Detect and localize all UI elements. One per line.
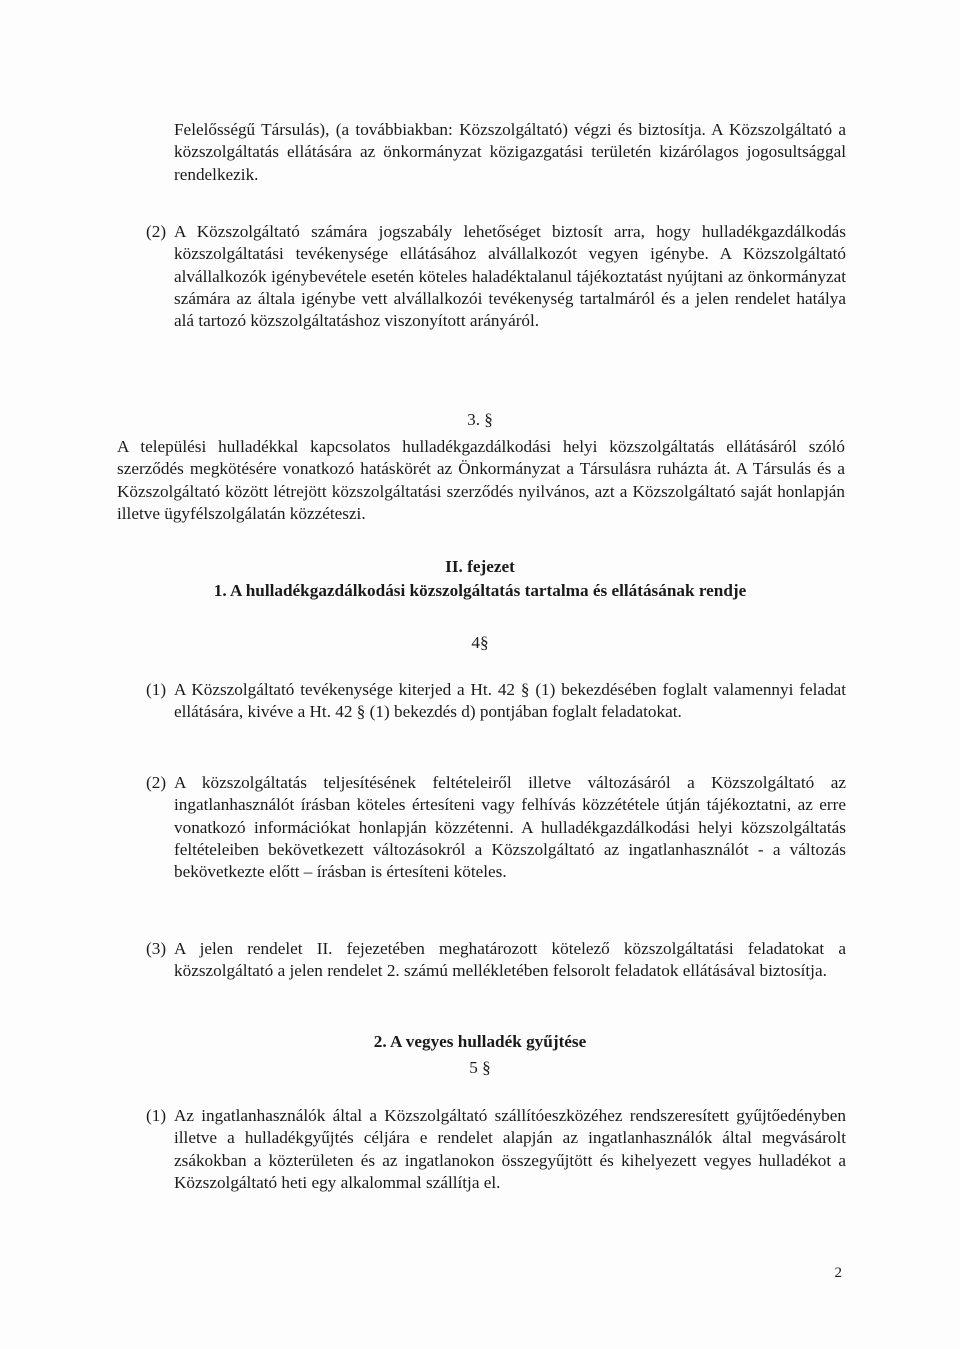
section-4-paragraph-1: A Közszolgáltató tevékenysége kiterjed a Ht. 42 § (1) bekezdésében foglalt valamennyi feladat ellátására, kivéve a Ht. 42 § (1) bekezdés d) pontjában foglalt feladatokat. — [174, 680, 846, 722]
section-4-title: 4§ — [471, 633, 489, 652]
section-4-paragraph-2: A közszolgáltatás teljesítésének feltételeiről illetve változásáról a Közszolgáltató az ingatlanhasználót írásban köteles értesíteni vagy felhívás közzététele útján tájékoztatni, az erre vonatkozó információkat honlapján közzétenni. A hulladékgazdálkodási helyi közszolgáltatás feltételeiben bekövetkezett változásokról a Közszolgáltató az ingatlanhasználót - a változás bekövetkezte előtt – írásban is értesíteni köteles. — [174, 773, 846, 882]
paragraph-2-text: A Közszolgáltató számára jogszabály lehetőséget biztosít arra, hogy hulladékgazdálkodás közszolgáltatási tevékenysége ellátásához alvállalkozót vegyen igénybe. A Közszolgáltató alvállalkozók igénybevétele esetén köteles haladéktalanul tájékoztatást nyújtani az önkormányzat számára az általa igénybe vett alvállalkozói tevékenység tartalmáról és a jelen rendelet hatálya alá tartozó közszolgáltatáshoz viszonyított arányáról. — [174, 222, 846, 331]
section-3-title: 3. § — [467, 410, 493, 429]
section-5-title: 5 § — [469, 1058, 491, 1077]
paragraph-number: (1) — [146, 680, 167, 699]
section-3-text: A települési hulladékkal kapcsolatos hulladékgazdálkodási helyi közszolgáltatás ellátásáról szóló szerződés megkötésére vonatkozó hatáskörét az Önkormányzat a Társulásra ruházta át. A Társulás és a Közszolgáltató között létrejött közszolgáltatási szerződés nyilvános, azt a Közszolgáltató saját honlapján illetve ügyfélszolgálatán közzéteszi. — [117, 437, 845, 523]
continued-paragraph: Felelősségű Társulás), (a továbbiakban: Közszolgáltató) végzi és biztosítja. A Közszolgáltató a közszolgáltatás ellátására az önkormányzat közigazgatási területén kizárólagos jogosultsággal rendelkezik. — [174, 120, 846, 184]
chapter-subtitle: 1. A hulladékgazdálkodási közszolgáltatás tartalma és ellátásának rendje — [213, 581, 747, 600]
page-number: 2 — [834, 1265, 842, 1281]
paragraph-number: (1) — [146, 1106, 167, 1125]
paragraph-number: (2) — [146, 222, 167, 241]
chapter-title: II. fejezet — [445, 557, 515, 576]
paragraph-number: (3) — [146, 939, 167, 958]
subchapter-title: 2. A vegyes hulladék gyűjtése — [373, 1032, 587, 1051]
section-5-paragraph-1: Az ingatlanhasználók által a Közszolgáltató szállítóeszközéhez rendszeresített gyűjtőedényben illetve a hulladékgyűjtés céljára e rendelet alapján az ingatlanhasználók által megvásárolt zsákokban a közterületen és az ingatlanokon összegyűjtött és kihelyezett vegyes hulladékot a Közszolgáltató heti egy alkalommal szállítja el. — [174, 1106, 846, 1192]
paragraph-number: (2) — [146, 773, 167, 792]
section-4-paragraph-3: A jelen rendelet II. fejezetében meghatározott kötelező közszolgáltatási feladatokat a közszolgáltató a jelen rendelet 2. számú mellékletében felsorolt feladatok ellátásával biztosítja. — [174, 939, 846, 981]
